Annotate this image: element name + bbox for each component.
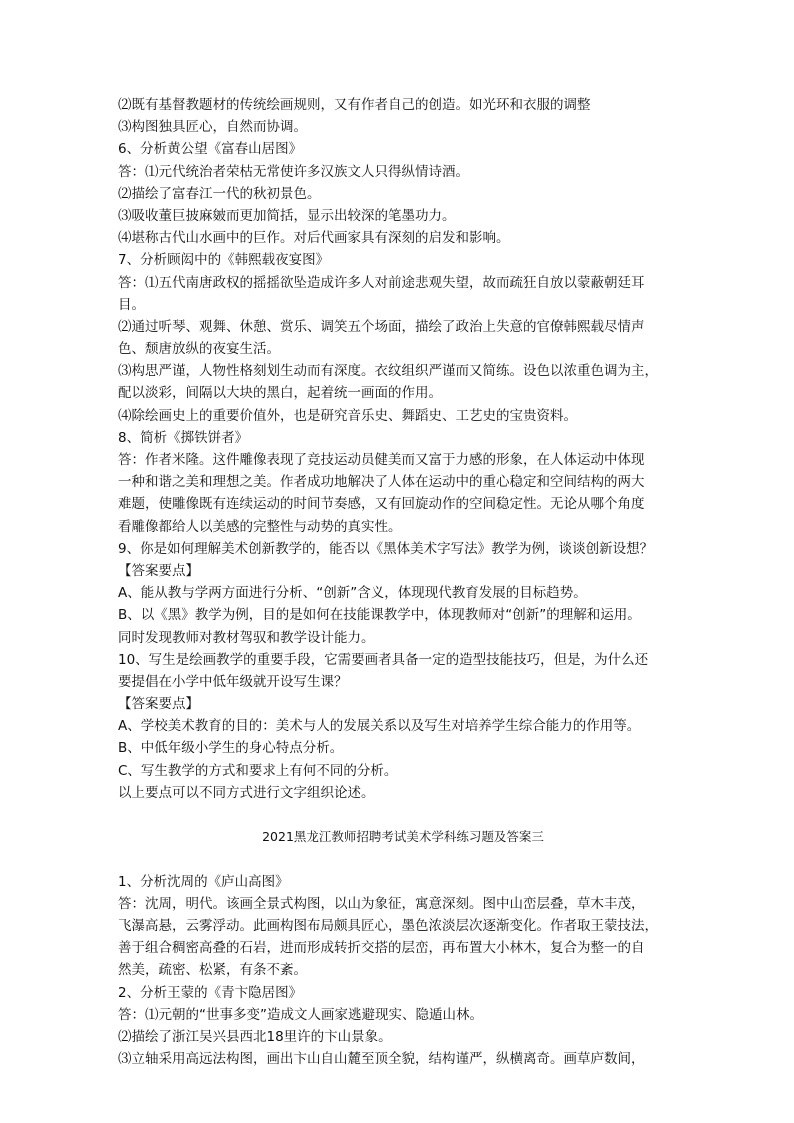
text-line: A、学校美术教育的目的：美术与人的发展关系以及写生对培养学生综合能力的作用等。 [118, 718, 641, 735]
text-line: ⑵既有基督教题材的传统绘画规则，又有作者自己的创造。如光环和衣服的调整 [118, 97, 591, 113]
answer-key-heading: 【答案要点】 [118, 696, 199, 713]
text-line: ⑶构图独具匠心，自然而协调。 [118, 119, 307, 136]
question-heading: 10、写生是绘画教学的重要手段，它需要画者具备一定的造型技能技巧，但是，为什么还 [118, 651, 649, 668]
section-title: 2021黑龙江教师招聘考试美术学科练习题及答案三 [262, 829, 544, 845]
text-line: 配以淡彩，间隔以大块的黑白，起着统一画面的作用。 [118, 385, 442, 402]
text-line: ⑶立轴采用高远法构图，画出卞山自山麓至顶全貌，结构谨严，纵横离奇。画草庐数间， [118, 1051, 645, 1068]
question-heading: 8、简析《掷铁饼者》 [118, 429, 249, 446]
text-line: 然美，疏密、松紧，有条不紊。 [118, 962, 307, 979]
text-line: 答：作者米隆。这件雕像表现了竞技运动员健美而又富于力感的形象，在人体运动中体现 [118, 452, 645, 468]
text-line: 飞瀑高悬，云雾浮动。此画构图布局颇具匠心，墨色浓淡层次逐渐变化。作者取王蒙技法， [118, 917, 658, 934]
text-line: A、能从教与学两方面进行分析、“创新”含义，体现现代教育发展的目标趋势。 [118, 585, 587, 602]
text-line: B、以《黑》教学为例，目的是如何在技能课教学中，体现教师对“创新”的理解和运用。 [118, 607, 641, 624]
text-line: ⑶吸收董巨披麻皴而更加简括，显示出较深的笔墨功力。 [118, 207, 456, 224]
text-line: 答：⑴元代统治者荣枯无常使许多汉族文人只得纵情诗酒。 [118, 163, 469, 180]
text-line: ⑶构思严谨，人物性格刻划生动而有深度。衣纹组织严谨而又简练。设色以浓重色调为主， [118, 363, 658, 380]
text-line: C、写生教学的方式和要求上有何不同的分析。 [118, 762, 398, 779]
text-line: 善于组合稠密高叠的石岩，进而形成转折交搭的层峦，再布置大小林木，复合为整一的自 [118, 940, 645, 957]
question-heading: 7、分析顾闳中的《韩熙载夜宴图》 [118, 252, 330, 269]
spacer [118, 848, 688, 870]
text-line: 以上要点可以不同方式进行文字组织论述。 [118, 784, 375, 801]
text-line: 色、颓唐放纵的夜宴生活。 [118, 341, 280, 358]
text-line: ⑵描绘了浙江吴兴县西北18里许的卞山景象。 [118, 1028, 392, 1045]
text-line: 答：⑴五代南唐政权的摇摇欲坠造成许多人对前途悲观失望，故而疏狂自放以蒙蔽朝廷耳 [118, 274, 645, 291]
question-heading: 1、分析沈周的《庐山高图》 [118, 873, 289, 890]
question-heading: 6、分析黄公望《富春山居图》 [118, 141, 303, 158]
text-line: 难题，使雕像既有连续运动的时间节奏感，又有回旋动作的空间稳定性。无论从哪个角度 [118, 496, 645, 513]
text-line: ⑷除绘画史上的重要价值外，也是研究音乐史、舞蹈史、工艺史的宝贵资料。 [118, 407, 577, 424]
text-line: 答：沈周，明代。该画全景式构图，以山为象征，寓意深刻。图中山峦层叠，草木丰茂， [118, 895, 645, 912]
question-heading: 9、你是如何理解美术创新教学的，能否以《黑体美术字写法》教学为例，谈谈创新设想？ [118, 540, 654, 557]
text-line: 一种和谐之美和理想之美。作者成功地解决了人体在运动中的重心稳定和空间结构的两大 [118, 474, 645, 491]
text-line: 看雕像都给人以美感的完整性与动势的真实性。 [118, 518, 402, 535]
text-line: 答：⑴元朝的“世事多变”造成文人画家逃避现实、隐遁山林。 [118, 1006, 483, 1023]
text-line: ⑵描绘了富春江一代的秋初景色。 [118, 185, 321, 202]
text-line: ⑷堪称古代山水画中的巨作。对后代画家具有深刻的启发和影响。 [118, 230, 510, 247]
text-line: 目。 [118, 296, 145, 313]
text-line: 同时发现教师对教材驾驭和教学设计能力。 [118, 629, 375, 646]
text-line: 要提倡在小学中低年级就开设写生课？ [118, 673, 348, 690]
text-line: ⑵通过听琴、观舞、休憩、赏乐、调笑五个场面，描绘了政治上失意的官僚韩熙载尽情声 [118, 318, 645, 335]
spacer [118, 804, 688, 826]
question-heading: 2、分析王蒙的《青卞隐居图》 [118, 984, 303, 1001]
document-body [118, 94, 688, 1070]
text-line: B、中低年级小学生的身心特点分析。 [118, 740, 344, 757]
answer-key-heading: 【答案要点】 [118, 562, 199, 579]
